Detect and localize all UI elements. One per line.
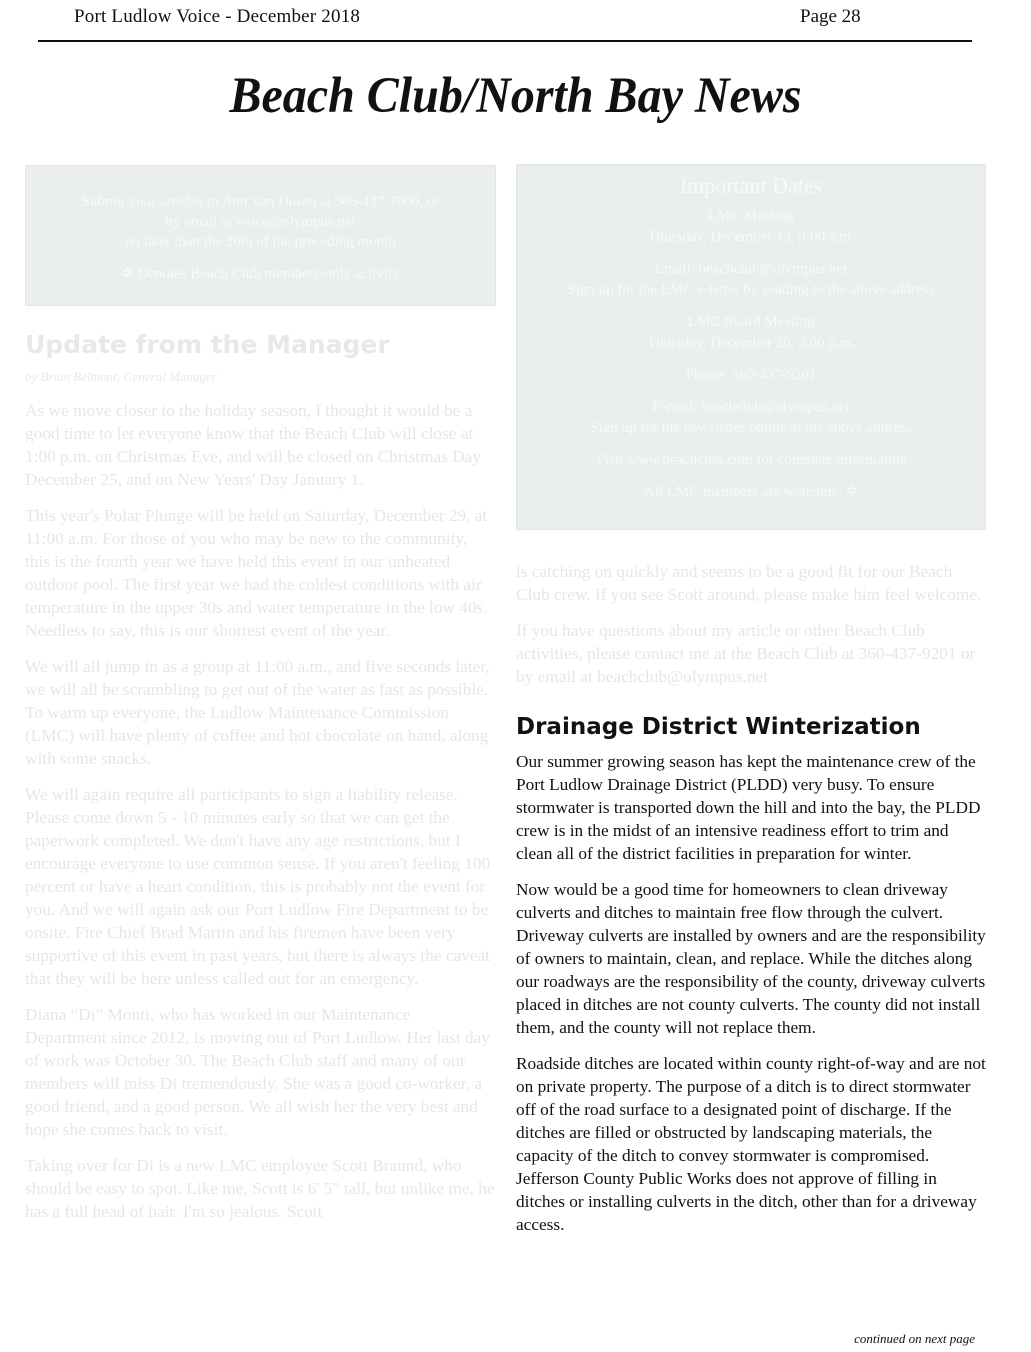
member-star-icon: ✲ xyxy=(845,484,859,500)
article-paragraph: Roadside ditches are located within county right-of-way and are not on private property. The purpose of a ditch is to direct stormwater off of the road surface to a designated point of discharge. If the ditches are filled or obstructed by landscaping materials, the capacity of the ditch to convey stormwater is compromised. Jefferson County Public Works does not approve of filling in ditches or installing culverts in the ditch, other than for a driveway access. xyxy=(516,1054,986,1234)
members-only-legend xyxy=(26,264,495,284)
submission-line: by email at voice@olympus.net xyxy=(165,214,356,230)
manager-article xyxy=(25,330,495,1236)
date-item-detail: Sign up for the LMC e-letter by sending to the above address xyxy=(567,282,935,298)
welcome-note: All LMC members are welcome. xyxy=(643,484,842,500)
important-dates-box xyxy=(516,164,986,530)
article-paragraph: Our summer growing season has kept the maintenance crew of the Port Ludlow Drainage District (PLDD) very busy. To ensure stormwater is transported down the hill and into the bay, the PLDD crew is in the midst of an intensive readiness effort to trim and clean all of the district facilities in preparation for winter. xyxy=(516,752,981,863)
continued-note: continued on next page xyxy=(854,1331,975,1346)
email-link[interactable]: E-mail: beachclub@olympus.net xyxy=(652,399,850,415)
section-masthead: Beach Club/North Bay News xyxy=(229,67,802,124)
article-title: Drainage District Winterization xyxy=(516,714,921,740)
article-paragraph: We will all jump in as a group at 11:00 a.m., and five seconds later, we will all be scrambling to get out of the water as fast as possible. To warm up everyone, the Ludlow Maintenance Commission (LMC) will have plenty of coffee and hot chocolate on hand, along with some snacks. xyxy=(25,657,490,768)
submission-line: Submit your articles to Ann Van Dusen at 360-437-7000, or xyxy=(81,194,440,210)
date-item xyxy=(517,365,985,386)
publication-title: Port Ludlow Voice - December 2018 xyxy=(74,6,361,27)
article-byline: by Brian Belmont, General Manager xyxy=(25,369,217,384)
article-paragraph: If you have questions about my article or other Beach Club activities, please contact me at the Beach Club at 360-437-9201 or by email at beachclub@olympus.net xyxy=(516,621,976,686)
date-item xyxy=(517,482,985,503)
date-item xyxy=(517,206,985,248)
article-paragraph: We will again require all participants to sign a liability release. Please come down 5 - 10 minutes early so that we can get the paperwork completed. We don't have any age restrictions, but I encourage everyone to use common sense. If you aren't feeling 100 percent or have a heart condition, this is probably not the event for you. And we will again ask our Port Ludlow Fire Department to be onsite. Fire Chief Brad Martin and his firemen have been very supportive of this event in past years, but there is always the caveat that they will be here unless called out for an emergency. xyxy=(25,785,491,988)
right-column xyxy=(516,560,986,1249)
date-item-detail: Thursday, December 20, 3:00 p.m. xyxy=(646,335,856,351)
article-paragraph: Diana “Di” Monti, who has worked in our Maintenance Department since 2012, is moving out of Port Ludlow. Her last day of work was October 30. The Beach Club staff and many of our members will miss Di tremendously. She was a good co-worker, a good friend, and a good person. We all wish her the very best and hope she comes back to visit. xyxy=(25,1005,490,1139)
phone-number: Phone: 360-437-9201 xyxy=(685,367,817,383)
date-item xyxy=(517,312,985,354)
member-star-icon: ✲ xyxy=(121,266,134,282)
article-paragraph: Taking over for Di is a new LMC employee Scott Braund, who should be easy to spot. Like me, Scott is 6' 5" tall, but unlike me, he has a full head of hair. I'm so jealous. Scott xyxy=(25,1156,495,1221)
article-paragraph: This year's Polar Plunge will be held on Saturday, December 29, at 11:00 a.m. For those of you who may be new to the community, this is the fourth year we have held this event in our unheated outdoor pool. The first year we had the coldest conditions with air temperature in the upper 30s and water temperature in the low 40s. Needless to say, this is our shortest event of the year. xyxy=(25,506,488,640)
submission-line: no later than the 20th of the preceding month xyxy=(125,234,396,250)
header-rule xyxy=(38,40,972,42)
article-paragraph: Now would be a good time for homeowners to clean driveway culverts and ditches to maintain free flow through the culvert. Driveway culverts are installed by owners and are the responsibility of owners to maintain, clean, and replace. While the ditches along our roadways are the responsibility of the county, driveway culverts placed in ditches are not county culverts. The county did not install them, and the county will not replace them. xyxy=(516,880,986,1037)
page-number: Page 28 xyxy=(800,6,861,27)
article-title: Update from the Manager xyxy=(25,330,390,359)
date-item-detail: Sign up for the newsletter online at the above address xyxy=(590,420,912,436)
date-item-title: LMC Board Meeting xyxy=(687,314,815,330)
date-item xyxy=(517,450,985,471)
article-paragraph: is catching on quickly and seems to be a good fit for our Beach Club crew. If you see Scott around, please make him feel welcome. xyxy=(516,562,982,604)
submission-info-box xyxy=(25,165,496,306)
date-item xyxy=(517,397,985,439)
running-header xyxy=(74,4,971,32)
important-dates-title: Important Dates xyxy=(679,173,823,198)
date-item xyxy=(517,259,985,301)
date-item-title: LMC Meeting xyxy=(707,208,795,224)
website-link[interactable]: Visit www.beachclub.com for complete information xyxy=(594,452,908,468)
article-paragraph: As we move closer to the holiday season, I thought it would be a good time to let everyone know that the Beach Club will close at 1:00 p.m. on Christmas Eve, and will be closed on Christmas Day December 25, and on New Years' Day January 1. xyxy=(25,401,481,489)
members-only-text: Denotes Beach Club members-only activity xyxy=(137,266,400,282)
date-item-detail: Thursday, December 13, 9:00 a.m. xyxy=(647,229,855,245)
date-item-title[interactable]: Email: beachclub@olympus.net xyxy=(654,261,848,277)
